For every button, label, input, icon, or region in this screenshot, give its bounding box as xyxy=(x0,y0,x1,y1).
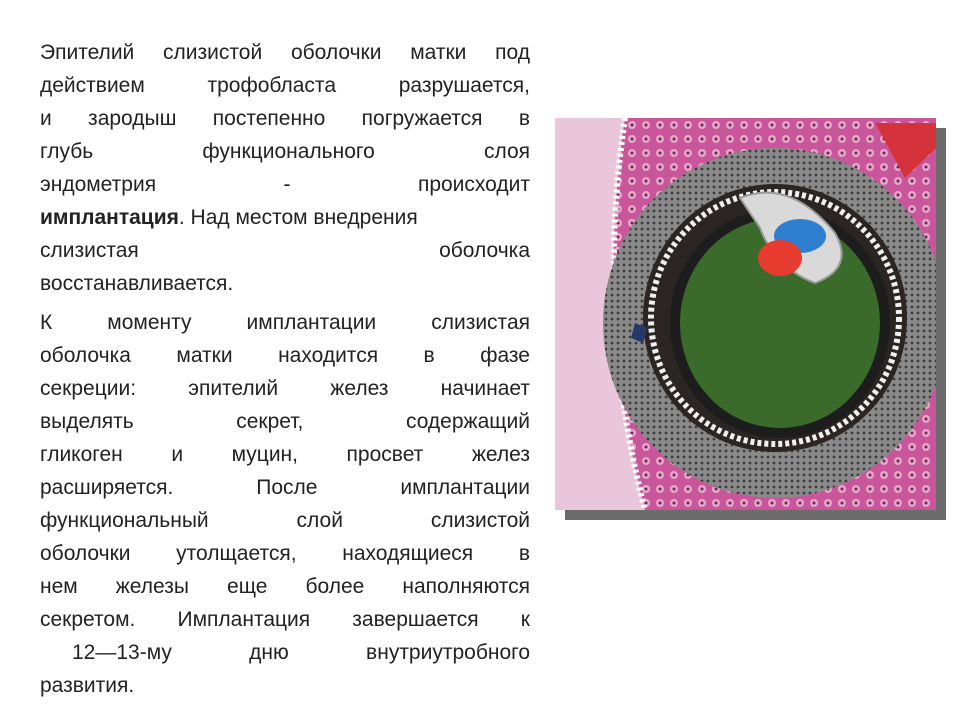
text-line xyxy=(40,201,530,234)
text-line: функциональный слой слизистой xyxy=(40,509,530,532)
text-fragment: . Над местом внедрения xyxy=(178,206,418,229)
text-line: секретом. Имплантация завершается к xyxy=(40,608,530,631)
text-line: Эпителий слизистой оболочки матки под xyxy=(40,41,530,64)
text-line: К моменту имплантации слизистая xyxy=(40,311,530,334)
paragraph-secretion-phase xyxy=(40,306,530,702)
implantation-diagram xyxy=(555,118,936,510)
text-line: нем железы еще более наполняются xyxy=(40,575,530,598)
text-line: слизистая оболочка xyxy=(40,239,530,262)
text-line: эндометрия - происходит xyxy=(40,173,530,196)
bold-term: имплантация xyxy=(40,206,179,229)
paragraph-implantation xyxy=(40,36,530,300)
text-line: секреции: эпителий желез начинает xyxy=(40,377,530,400)
text-line: расширяется. После имплантации xyxy=(40,476,530,499)
text-line: оболочка матки находится в фазе xyxy=(40,344,530,367)
text-line: выделять секрет, содержащий xyxy=(40,410,530,433)
text-line: оболочки утолщается, находящиеся в xyxy=(40,542,530,565)
text-line: 12—13-му дню внутриутробного xyxy=(72,641,530,664)
text-line: действием трофобласта разрушается, xyxy=(40,74,530,97)
text-line: гликоген и муцин, просвет желез xyxy=(40,443,530,466)
text-column xyxy=(40,36,530,702)
implantation-illustration xyxy=(555,118,936,510)
embryo-disc xyxy=(758,240,802,276)
text-line: восстанавливается. xyxy=(40,272,234,295)
text-line: глубь функционального слоя xyxy=(40,140,530,163)
text-line: и зародыш постепенно погружается в xyxy=(40,107,530,130)
text-line: развития. xyxy=(40,674,135,697)
